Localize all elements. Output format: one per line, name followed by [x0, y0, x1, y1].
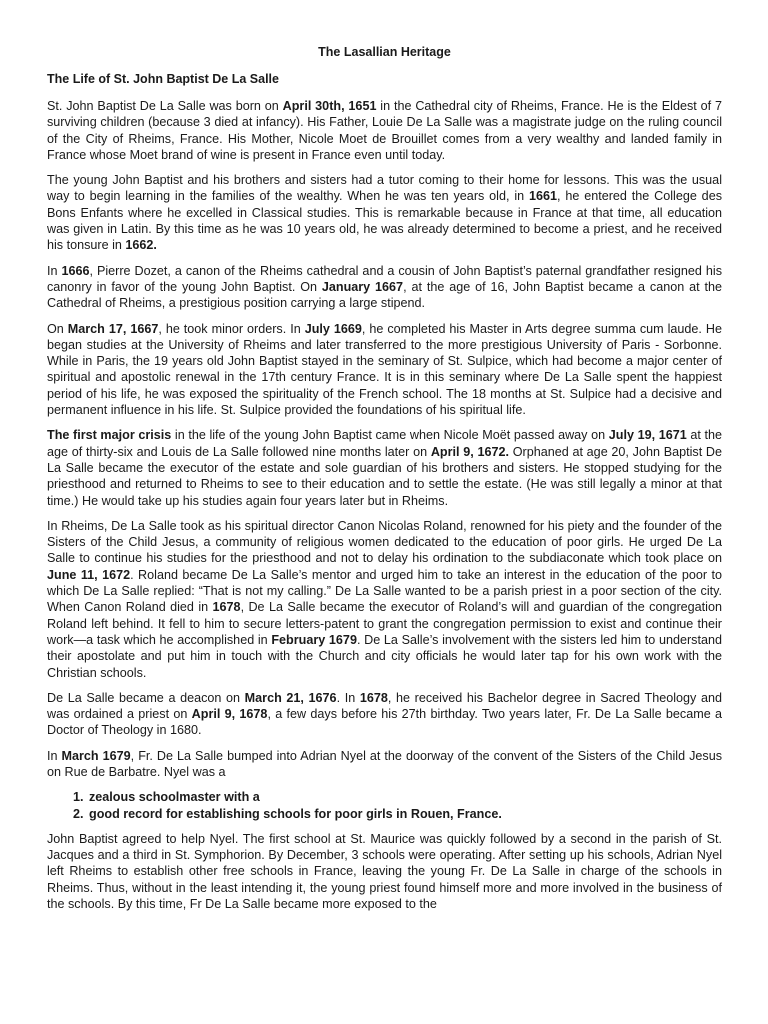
paragraph: On March 17, 1667, he took minor orders. In July 1669, he completed his Master in Arts degree summa cum laude. He began studies at the University of Rheims and later transferred to the more prestigious University of Paris - Sorbonne. While in Paris, the 19 years old John Baptist stayed in the seminary of St. Sulpice, which had become a major center of spiritual and apostolic renewal in the 17th century France. It is in this seminary where De La Salle spent the happiest period of his life, he was exposed the spirituality of the French school. The 18 months at St. Sulpice had a decisive and permanent influence in his life. St. Sulpice provided the foundations of his spiritual life. [47, 321, 722, 418]
paragraph: In March 1679, Fr. De La Salle bumped into Adrian Nyel at the doorway of the convent of the Sisters of the Child Jesus on Rue de Barbatre. Nyel was a [47, 748, 722, 779]
paragraph: In 1666, Pierre Dozet, a canon of the Rheims cathedral and a cousin of John Baptist’s paternal grandfather resigned his canonry in favor of the young John Baptist. On January 1667, at the age of 16, John Baptist became a canon at the Cathedral of Rheims, a prestigious position carrying a large stipend. [47, 263, 722, 311]
section-heading: The Life of St. John Baptist De La Salle [47, 72, 279, 86]
bold-text: 1678 [359, 690, 388, 705]
bold-text: March 21, 1676 [244, 690, 337, 705]
paragraph: The first major crisis in the life of the young John Baptist came when Nicole Moët passed away on July 19, 1671 at the age of thirty-six and Louis de La Salle followed nine months later on April 9, 1672. Orphaned at age 20, John Baptist De La Salle became the executor of the estate and sole guardian of his brothers and sisters. He stopped studying for the priesthood and returned to Rheims to see to their education and to settle the estate. (He was still legally a minor at that time.) He would take up his studies again four years later but in Rheims. [47, 428, 723, 508]
bold-text: April 9, 1678 [191, 707, 268, 722]
bold-text: January 1667 [321, 279, 404, 294]
bold-text: 1661 [528, 189, 557, 204]
bold-text: March 17, 1667 [67, 321, 159, 336]
closing-paragraph: John Baptist agreed to help Nyel. The first school at St. Maurice was quickly followed by a second in the parish of St. Jacques and a third in St. Symphorion. By December, 3 schools were operating. After setting up his schools, Adrian Nyel left Rheims to establish other free schools in France, leaving the young Fr. De La Salle in charge of the schools in Rheims. Thus, without in the least intending it, the young priest found himself more and more involved in the business of the schools. By this time, Fr De La Salle became more exposed to the [47, 831, 722, 912]
bold-text: 1666 [61, 263, 90, 278]
bold-text: April 30th, 1651 [282, 99, 377, 113]
numbered-list [47, 789, 722, 822]
paragraph: De La Salle became a deacon on March 21, 1676. In 1678, he received his Bachelor degree in Sacred Theology and was ordained a priest on April 9, 1678, a few days before his 27th birthday. Two years later, Fr. De La Salle became a Doctor of Theology in 1680. [47, 690, 722, 738]
bold-text: The first major crisis [47, 428, 172, 443]
paragraph: In Rheims, De La Salle took as his spiritual director Canon Nicolas Roland, renowned for his piety and the founder of the Sisters of the Child Jesus, a community of religious women dedicated to the education of poor girls. He urged De La Salle to continue his studies for the priesthood and not to delay his ordination to the subdiaconate which took place on June 11, 1672. Roland became De La Salle’s mentor and urged him to take an interest in the education of the poor to which De La Salle replied: “That is not my calling.” De La Salle wanted to be a parish priest in a poor section of the city. When Canon Roland died in 1678, De La Salle became the executor of Roland’s will and guardian of the congregation Roland left behind. It fell to him to secure letters-patent to grant the congregation permission to exist and continue their work—a task which he accomplished in February 1679. De La Salle’s involvement with the sisters led him to understand their apostolate and put him in touch with the Church and city officials he would later tap for his own work with the Christian schools. [47, 518, 722, 680]
paragraph: The young John Baptist and his brothers and sisters had a tutor coming to their home for lessons. This was the usual way to begin learning in the families of the wealthy. When he was ten years old, in 1661, he entered the College des Bons Enfants where he excelled in Classical studies. This is remarkable because in France at that time, all education was given in Latin. By this time as he was 10 years old, he was already determined to become a priest, and he received his tonsure in 1662. [47, 173, 722, 253]
page-title: The Lasallian Heritage [318, 45, 451, 59]
bold-text: July 1669 [304, 321, 362, 336]
paragraph: St. John Baptist De La Salle was born on April 30th, 1651 in the Cathedral city of Rheims, France. He is the Eldest of 7 surviving children (because 3 died at infancy). His Father, Louie De La Salle was a magistrate judge on the ruling council of the City of Rheims, France. His Mother, Nicole Moet de Brouillet comes from a very wealthy and landed family in France whose Moet brand of wine is present in France even until today. [47, 99, 722, 162]
bold-text: June 11, 1672 [47, 567, 131, 582]
bold-text: April 9, 1672. [430, 444, 509, 459]
list-item: 1. zealous schoolmaster with a [87, 789, 722, 805]
bold-text: March 1679 [61, 748, 131, 763]
bold-text: July 19, 1671 [608, 428, 687, 443]
bold-text: 1678 [212, 600, 241, 615]
bold-text: 1662. [125, 238, 157, 253]
list-item: 2. good record for establishing schools for poor girls in Rouen, France. [87, 806, 722, 822]
bold-text: February 1679 [271, 632, 357, 647]
